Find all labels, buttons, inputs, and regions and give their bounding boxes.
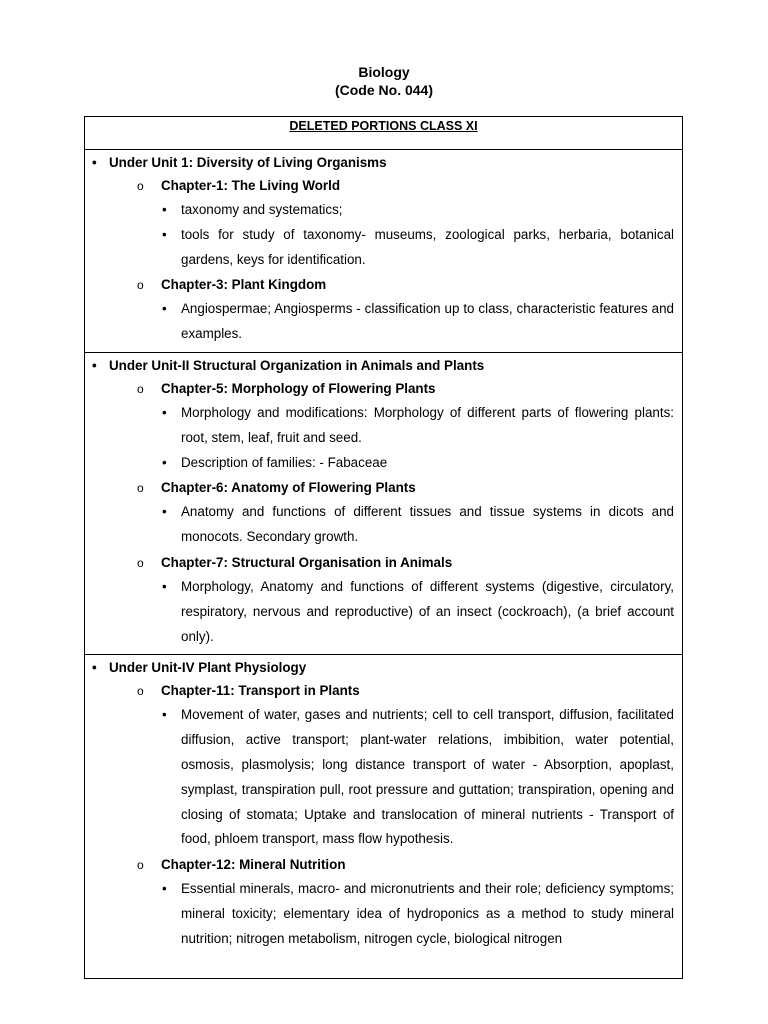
bullet-icon: • (162, 578, 167, 594)
circle-bullet-icon: o (137, 481, 144, 496)
circle-bullet-icon: o (137, 858, 144, 873)
bullet-icon: • (162, 454, 167, 470)
unit-cell-2 (85, 352, 683, 654)
chapter-title: o Chapter-5: Morphology of Flowering Plants (92, 376, 674, 401)
unit-cell-1 (85, 150, 683, 353)
bullet-icon: • (162, 301, 167, 317)
unit-cell-4 (85, 655, 683, 979)
list-item: • Essential minerals, macro- and micronutrients and their role; deficiency symptoms; mineral toxicity; elementary idea of hydroponics as a method to study mineral nutrition; nitrogen metabolism, nitrogen cycle, biological nitrogen (92, 877, 674, 973)
unit-title: • Under Unit-IV Plant Physiology (92, 657, 674, 678)
chapter-title: o Chapter-11: Transport in Plants (92, 678, 674, 703)
list-item: • tools for study of taxonomy- museums, zoological parks, herbaria, botanical gardens, keys for identification. (92, 223, 674, 273)
chapter-title: o Chapter-3: Plant Kingdom (92, 272, 674, 297)
table-header: DELETED PORTIONS CLASS XI (289, 119, 478, 133)
list-item: • taxonomy and systematics; (92, 198, 674, 223)
list-item: • Angiospermae; Angiosperms - classification up to class, characteristic features and examples. (92, 297, 674, 347)
list-item: • Anatomy and functions of different tissues and tissue systems in dicots and monocots. Secondary growth. (92, 500, 674, 550)
bullet-icon: • (162, 504, 167, 520)
unit-title: • Under Unit 1: Diversity of Living Organisms (92, 152, 674, 173)
circle-bullet-icon: o (137, 278, 144, 293)
bullet-icon: • (162, 881, 167, 897)
bullet-icon: • (162, 202, 167, 217)
circle-bullet-icon: o (137, 179, 144, 193)
table-header-cell (85, 117, 683, 150)
document-code: (Code No. 044) (334, 82, 433, 98)
circle-bullet-icon: o (137, 555, 144, 570)
chapter-title: o Chapter-6: Anatomy of Flowering Plants (92, 475, 674, 500)
bullet-icon: • (92, 357, 97, 373)
list-item: • Morphology and modifications: Morphology of different parts of flowering plants: root, stem, leaf, fruit and seed. (92, 401, 674, 451)
circle-bullet-icon: o (137, 381, 144, 396)
circle-bullet-icon: o (137, 684, 144, 699)
bullet-icon: • (92, 155, 97, 170)
deleted-portions-table (84, 116, 683, 979)
chapter-title: o Chapter-7: Structural Organisation in Animals (92, 550, 674, 575)
list-item: • Morphology, Anatomy and functions of different systems (digestive, circulatory, respiratory, nervous and reproductive) of an insect (cockroach), (a brief account only). (92, 575, 674, 649)
list-item: • Movement of water, gases and nutrients; cell to cell transport, diffusion, facilitated diffusion, active transport; plant-water relations, imbibition, water potential, osmosis, plasmolysis; long distance transport of water - Absorption, apoplast, symplast, transpiration pull, root pressure and guttation; transpiration, opening and closing of stomata; Uptake and translocation of mineral nutrients - Transport of food, phloem transport, mass flow hypothesis. (92, 703, 674, 852)
list-item: • Description of families: - Fabaceae (92, 451, 674, 476)
bullet-icon: • (162, 226, 167, 242)
bullet-icon: • (162, 404, 167, 420)
chapter-title: o Chapter-1: The Living World (92, 173, 674, 198)
unit-title: • Under Unit-II Structural Organization in Animals and Plants (92, 355, 674, 376)
chapter-title: o Chapter-12: Mineral Nutrition (92, 852, 674, 877)
document-title: Biology (358, 64, 410, 80)
bullet-icon: • (92, 660, 97, 676)
bullet-icon: • (162, 707, 167, 723)
